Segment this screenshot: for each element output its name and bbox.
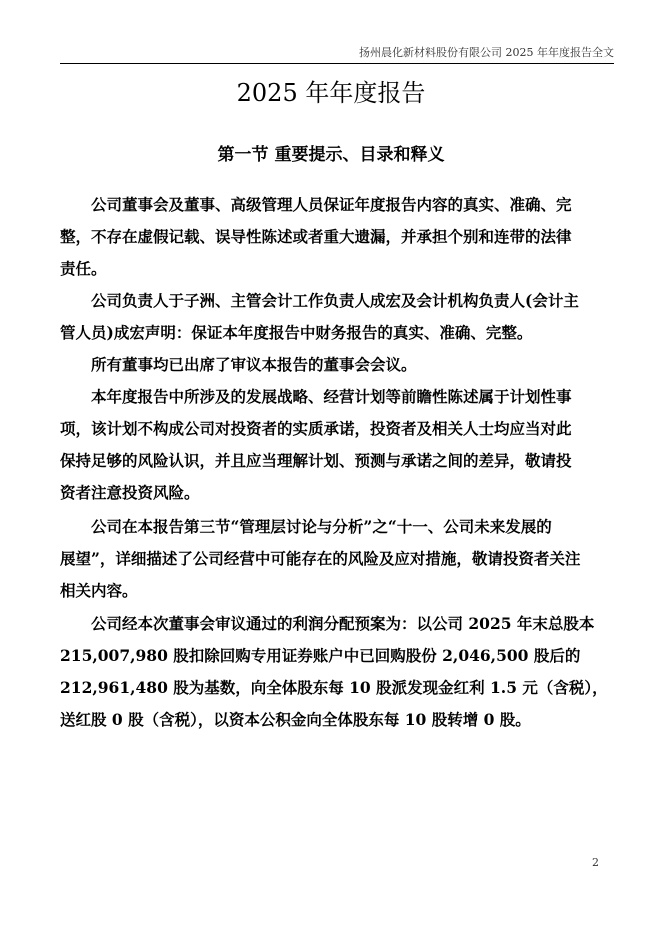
text-line: 公司负责人于子洲、主管会计工作负责人成宏及会计机构负责人(会计主 [91,291,579,310]
text-line: 本年度报告中所涉及的发展战略、经营计划等前瞻性陈述属于计划性事 [91,387,572,406]
header-divider [60,63,614,64]
page-number: 2 [592,856,599,869]
running-header: 扬州晨化新材料股份有限公司 2025 年年度报告全文 [359,46,614,59]
text-line: 公司经本次董事会审议通过的利润分配预案为：以公司 2025 年末总股本 [91,614,595,633]
text-line: 公司在本报告第三节“管理层讨论与分析”之“十一、公司未来发展的 [91,517,552,536]
text-line: 保持足够的风险认识，并且应当理解计划、预测与承诺之间的差异，敬请投 [60,451,572,470]
paragraph-directors-attendance [60,349,600,381]
text-line: 资者注意投资风险。 [60,483,200,502]
paragraph-responsible-persons [60,285,600,349]
text-line: 整，不存在虚假记载、误导性陈述或者重大遗漏，并承担个别和连带的法律 [60,227,572,246]
report-title: 2025 年年度报告 [236,79,426,107]
text-line: 责任。 [60,259,107,278]
paragraph-risk-outlook [60,511,600,607]
paragraph-profit-distribution [60,608,608,736]
text-line: 公司董事会及董事、高级管理人员保证年度报告内容的真实、准确、完 [91,195,572,214]
text-line: 管人员)成宏声明：保证本年度报告中财务报告的真实、准确、完整。 [60,323,533,342]
text-line: 所有董事均已出席了审议本报告的董事会会议。 [91,355,417,374]
section-title: 第一节 重要提示、目录和释义 [217,145,445,165]
paragraph-forward-looking [60,381,600,509]
text-line: 212,961,480 股为基数，向全体股东每 10 股派发现金红利 1.5 元（含税）， [60,678,608,697]
text-line: 相关内容。 [60,581,138,600]
text-line: 展望”，详细描述了公司经营中可能存在的风险及应对措施，敬请投资者关注 [60,549,581,568]
paragraph-board-guarantee [60,189,600,285]
text-line: 项，该计划不构成公司对投资者的实质承诺，投资者及相关人士均应当对此 [60,419,572,438]
text-line: 215,007,980 股扣除回购专用证券账户中已回购股份 2,046,500 股后的 [60,646,581,665]
text-line: 送红股 0 股（含税），以资本公积金向全体股东每 10 股转增 0 股。 [60,710,531,729]
